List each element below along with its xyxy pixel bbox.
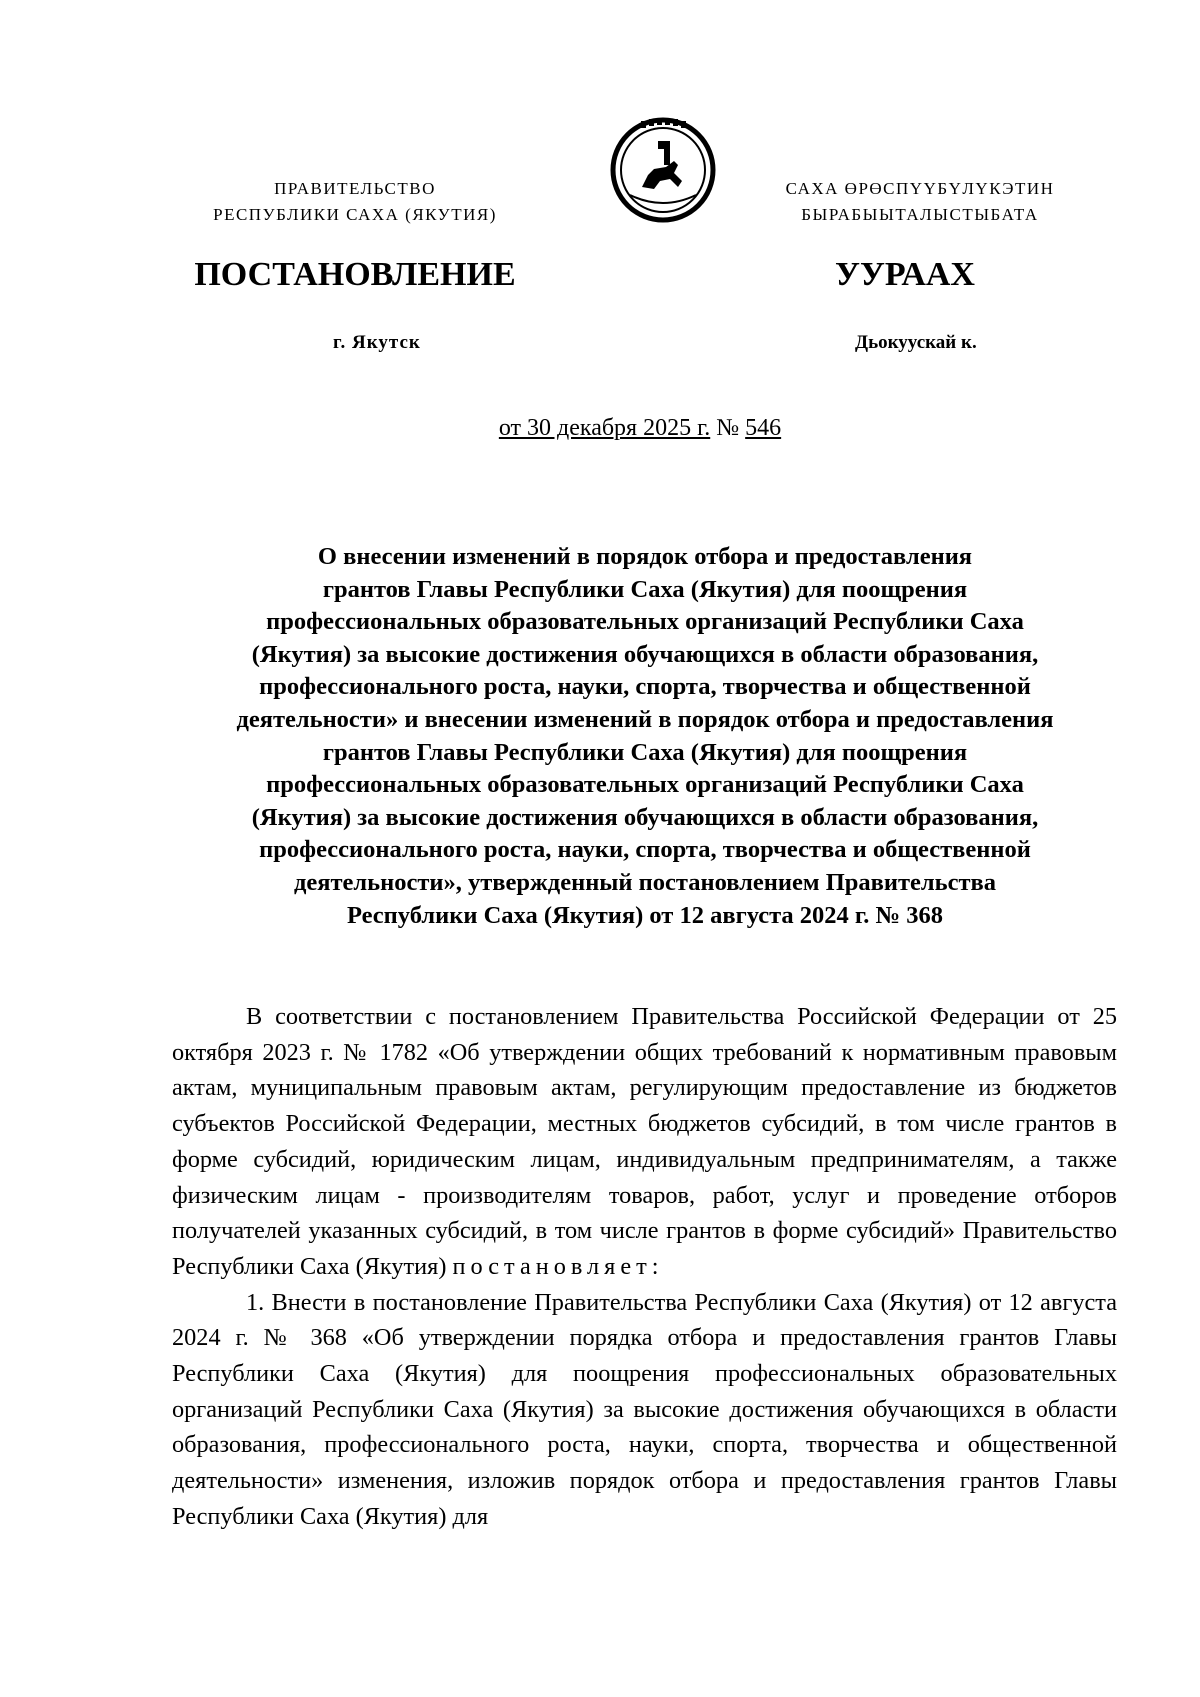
document-body xyxy=(172,999,1117,1535)
title-line: грантов Главы Республики Саха (Якутия) для поощрения xyxy=(322,738,968,766)
title-line: профессионального роста, науки, спорта, творчества и общественной xyxy=(259,673,1031,701)
title-line: (Якутия) за высокие достижения обучающихся в области образования, xyxy=(251,803,1039,831)
title-line: профессионального роста, науки, спорта, творчества и общественной xyxy=(259,836,1031,864)
city-sah: Дьокуускай к. xyxy=(855,332,977,353)
number-label: № xyxy=(716,415,740,441)
doc-type-sah: УУРААХ xyxy=(835,256,975,293)
title-line: Республики Саха (Якутия) от 12 августа 2024 г. № 368 xyxy=(346,901,944,929)
paragraph-1-text: В соответствии с постановлением Правительства Российской Федерации от 25 октября 2023 г. № 1782 «Об утверждении общих требований к нормативным правовым актам, муниципальным правовым актам, регулирующим предоставление из бюджетов субъектов Российской Федерации, местных бюджетов субсидий, в том числе грантов в форме субсидий, юридическим лицам, индивидуальным предпринимателям, а также физическим лицам - производителям товаров, работ, услуг и проведение отборов получателей указанных субсидий, в том числе грантов в форме субсидий» Правительство Республики Саха (Якутия) xyxy=(172,1003,1117,1280)
city-ru: г. Якутск xyxy=(333,332,421,353)
header-right-line1: САХА ӨРӨСПҮҮБҮЛҮКЭТИН xyxy=(785,179,1055,198)
document-date: от 30 декабря 2025 г. xyxy=(498,415,711,441)
decree-word: постановляет: xyxy=(452,1252,664,1280)
document-title xyxy=(170,541,1120,932)
title-line: профессиональных образовательных организаций Республики Саха xyxy=(266,771,1024,799)
body-paragraph-2: 1. Внести в постановление Правительства Республики Саха (Якутия) от 12 августа 2024 г. № 368 «Об утверждении порядка отбора и предоставления грантов Главы Республики Саха (Якутия) для поощрения профессиональных образовательных организаций Республики Саха (Якутия) за высокие достижения обучающихся в области образования, профессионального роста, науки, спорта, творчества и общественной деятельности» изменения, изложив порядок отбора и предоставления грантов Главы Республики Саха (Якутия) для xyxy=(172,1288,1117,1530)
government-name-ru xyxy=(150,176,560,228)
title-line: деятельности», утвержденный постановлением Правительства xyxy=(294,868,996,896)
government-name-sah xyxy=(720,176,1120,228)
header-left-line1: ПРАВИТЕЛЬСТВО xyxy=(274,179,436,198)
document-number: 546 xyxy=(745,415,782,441)
title-line: профессиональных образовательных организаций Республики Саха xyxy=(266,608,1024,636)
title-line: (Якутия) за высокие достижения обучающихся в области образования, xyxy=(251,640,1039,668)
document-date-number xyxy=(0,415,1200,442)
body-paragraph-1 xyxy=(172,999,1117,1285)
coat-of-arms-emblem-icon xyxy=(608,115,718,225)
header-right-line2: БЫРАБЫЫТАЛЫСТЫБАТА xyxy=(801,205,1039,224)
header-left-line2: РЕСПУБЛИКИ САХА (ЯКУТИЯ) xyxy=(213,205,497,224)
doc-type-ru: ПОСТАНОВЛЕНИЕ xyxy=(194,256,516,293)
title-line: О внесении изменений в порядок отбора и предоставления xyxy=(317,543,973,570)
title-line: грантов Главы Республики Саха (Якутия) для поощрения xyxy=(322,575,968,603)
title-line: деятельности» и внесении изменений в порядок отбора и предоставления xyxy=(236,705,1054,733)
